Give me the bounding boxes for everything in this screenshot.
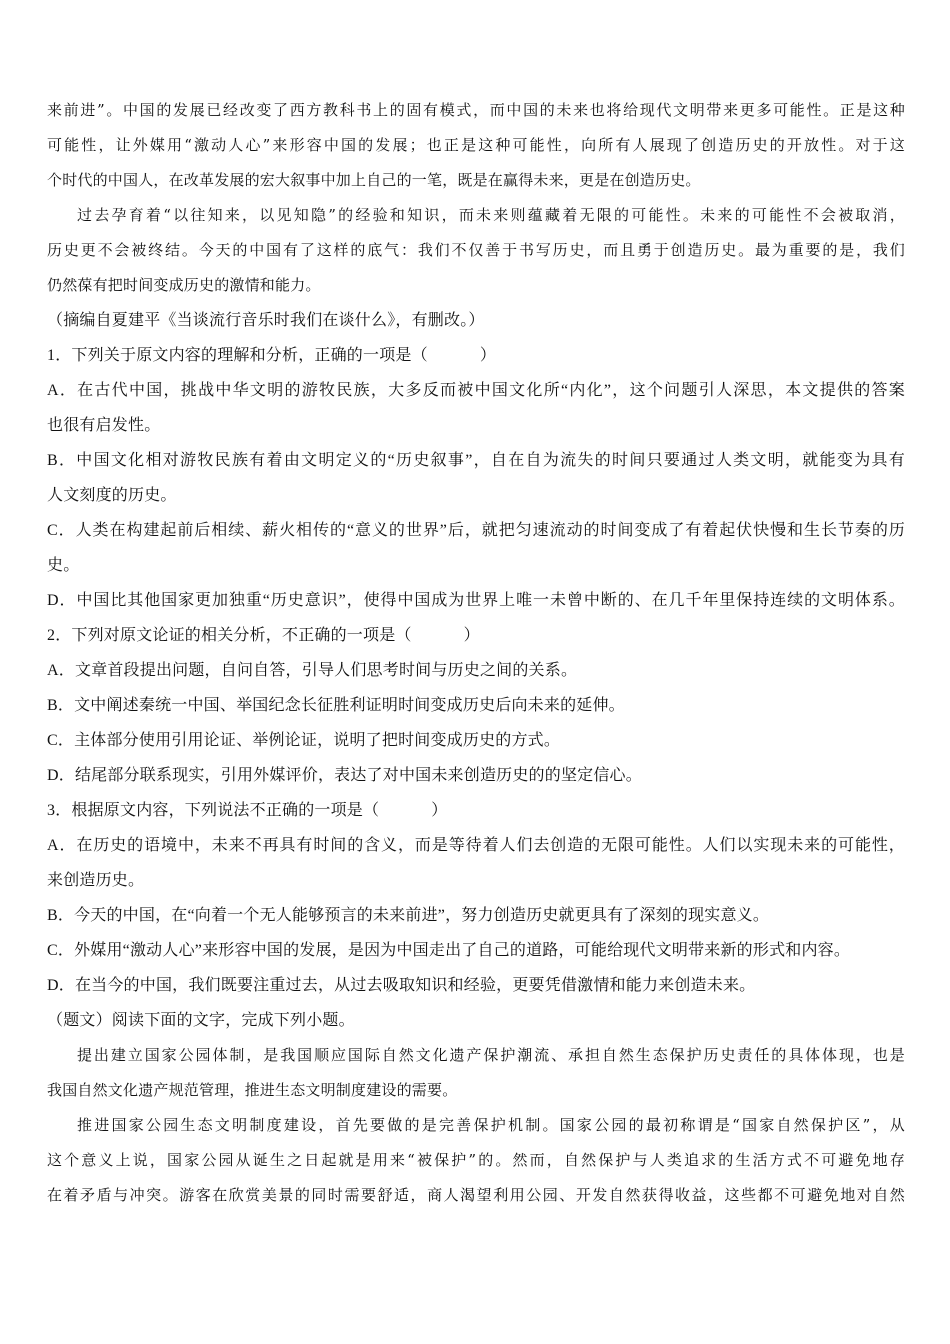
document-page [47,93,905,1213]
text-line: 仍然葆有把时间变成历史的激情和能力。 [47,276,321,294]
text-line: 我国自然文化遗产规范管理，推进生态文明制度建设的需要。 [47,1081,458,1099]
passage2-paragraph-2 [47,1108,905,1213]
source-citation: （摘编自夏建平《当谈流行音乐时我们在谈什么》，有删改。） [47,312,485,329]
option-c: C．人类在构建起前后相续、薪火相传的“意义的世界”后，就把匀速流动的时间变成了有着起伏快慢和生长节奏的历 [47,522,905,539]
question-stem-close: ） [479,347,497,364]
text-line: 在着矛盾与冲突。游客在欣赏美景的同时需要舒适，商人渴望利用公园、开发自然获得收益，这些都不可避免地对自然 [47,1186,905,1204]
question-stem [47,793,905,828]
text-line: 个时代的中国人，在改革发展的宏大叙事中加上自己的一笔，既是在赢得未来，更是在创造历史。 [47,171,701,189]
question-stem-text: 1．下列关于原文内容的理解和分析，正确的一项是（ [47,347,428,364]
text-line: 来前进”。中国的发展已经改变了西方教科书上的固有模式，而中国的未来也将给现代文明带来更多可能性。正是这种 [47,101,905,119]
option-c: C．外媒用“激动人心”来形容中国的发展，是因为中国走出了自己的道路，可能给现代文明带来新的形式和内容。 [47,942,851,959]
passage1-paragraph-1 [47,93,905,198]
option-c-cont: 史。 [47,557,80,574]
passage2-paragraph-1 [47,1038,905,1108]
passage2-intro: （题文）阅读下面的文字，完成下列小题。 [47,1012,355,1029]
option-a: A．文章首段提出问题，自问自答，引导人们思考时间与历史之间的关系。 [47,662,578,679]
text-line: 过去孕育着“以往知来，以见知隐”的经验和知识，而未来则蕴藏着无限的可能性。未来的可能性不会被取消， [77,206,905,224]
text-line: 历史更不会被终结。今天的中国有了这样的底气：我们不仅善于书写历史，而且勇于创造历史。最为重要的是，我们 [47,241,905,259]
option-d: D．结尾部分联系现实，引用外媒评价，表达了对中国未来创造历史的的坚定信心。 [47,767,642,784]
text-line: 提出建立国家公园体制，是我国顺应国际自然文化遗产保护潮流、承担自然生态保护历史责任的具体体现，也是 [77,1046,905,1064]
text-line: 这个意义上说，国家公园从诞生之日起就是用来“被保护”的。然而，自然保护与人类追求的生活方式不可避免地存 [47,1151,905,1169]
option-a: A．在历史的语境中，未来不再具有时间的含义，而是等待着人们去创造的无限可能性。人们以实现未来的可能性， [47,837,905,854]
question-stem-close: ） [463,627,480,644]
question-stem-text: 2．下列对原文论证的相关分析，不正确的一项是（ [47,627,412,644]
option-b: B．文中阐述秦统一中国、举国纪念长征胜利证明时间变成历史后向未来的延伸。 [47,697,625,714]
option-c: C．主体部分使用引用论证、举例论证，说明了把时间变成历史的方式。 [47,732,561,749]
question-1 [47,338,905,618]
option-b-cont: 人文刻度的历史。 [47,487,177,504]
question-stem-text: 3．根据原文内容，下列说法不正确的一项是（ [47,802,380,819]
question-stem [47,618,905,653]
option-d: D．中国比其他国家更加独重“历史意识”，使得中国成为世界上唯一未曾中断的、在几千年里保持连续的文明体系。 [47,592,905,609]
passage1-paragraph-2 [47,198,905,303]
option-b: B．今天的中国，在“向着一个无人能够预言的未来前进”，努力创造历史就更具有了深刻的现实意义。 [47,907,770,924]
option-a-cont: 来创造历史。 [47,872,145,889]
option-a: A．在古代中国，挑战中华文明的游牧民族，大多反而被中国文化所“内化”，这个问题引人深思，本文提供的答案 [47,382,905,399]
option-a-cont: 也很有启发性。 [47,417,161,434]
question-2 [47,618,905,793]
option-b: B．中国文化相对游牧民族有着由文明定义的“历史叙事”，自在自为流失的时间只要通过人类文明，就能变为具有 [47,452,905,469]
question-3 [47,793,905,1003]
question-stem-close: ） [431,802,448,819]
question-stem [47,338,905,373]
text-line: 可能性，让外媒用“激动人心”来形容中国的发展；也正是这种可能性，向所有人展现了创造历史的开放性。对于这 [47,136,905,154]
text-line: 推进国家公园生态文明制度建设，首先要做的是完善保护机制。国家公园的最初称谓是“国家自然保护区”，从 [77,1116,905,1134]
option-d: D．在当今的中国，我们既要注重过去，从过去吸取知识和经验，更要凭借激情和能力来创造未来。 [47,977,756,994]
